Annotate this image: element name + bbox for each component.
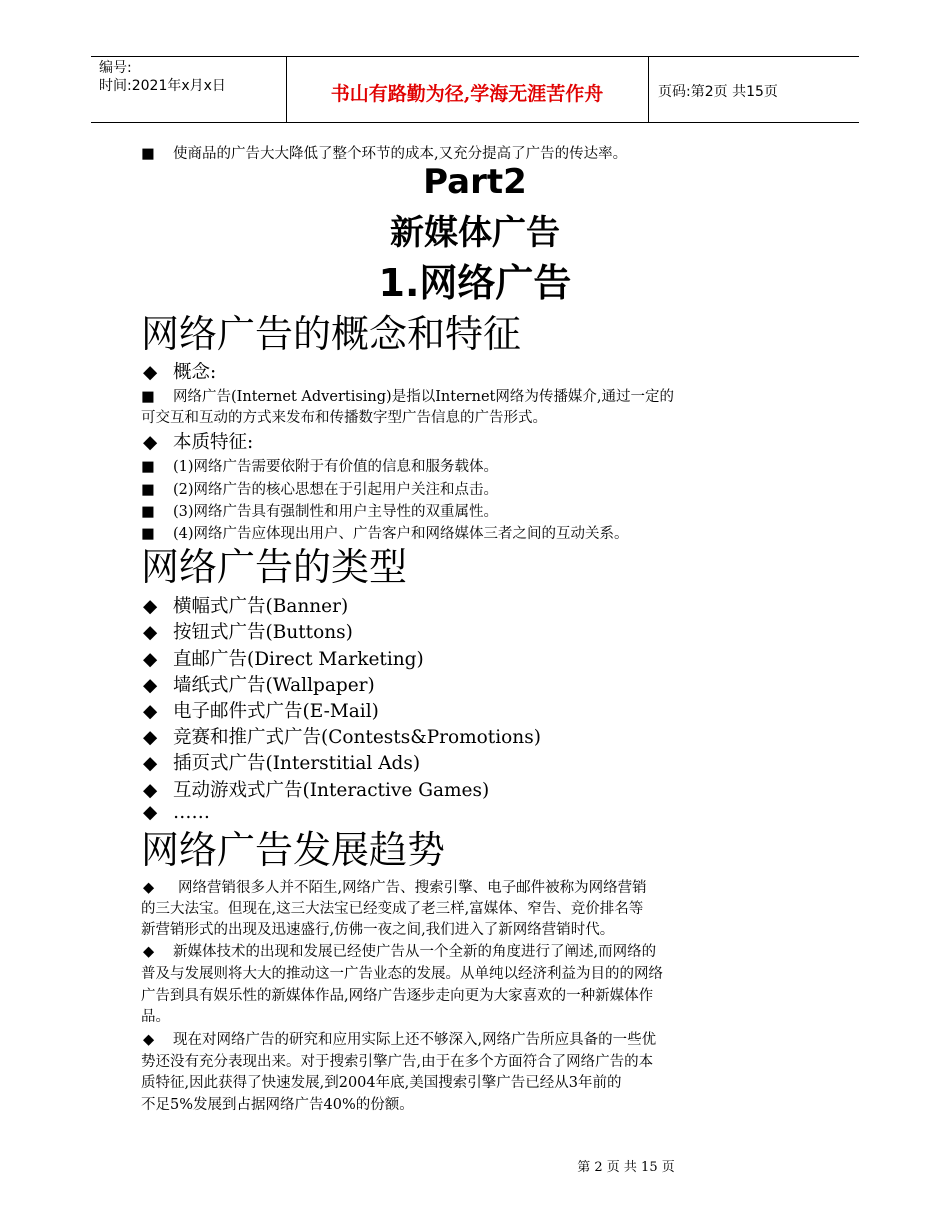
type-text: 竞赛和推广式广告(Contests&Promotions) [173,727,541,748]
type-item [143,645,424,671]
type-item [143,802,210,823]
diamond-bullet-icon: ◆ [143,701,158,722]
trend-text: 新媒体技术的出现和发展已经使广告从一个全新的角度进行了阐述,而网络的 [173,944,657,960]
page-header [91,56,859,123]
type-item [143,749,420,775]
trend-text: 势还没有充分表现出来。对于搜索引擎广告,由于在多个方面符合了网络广告的本 [141,1054,654,1070]
feature-label-text: 本质特征: [173,432,254,453]
header-meta [99,59,226,95]
feature-item [141,478,498,499]
diamond-bullet-icon: ◆ [143,753,158,774]
diamond-bullet-icon: ◆ [143,802,158,823]
trend-text: 品。 [141,1009,170,1025]
part-title: Part2 [423,162,527,202]
square-bullet-icon: ■ [141,482,155,498]
header-divider [648,57,649,122]
type-text: 直邮广告(Direct Marketing) [173,649,424,670]
type-item [143,723,541,749]
feature-text: (1)网络广告需要依附于有价值的信息和服务载体。 [173,459,499,475]
page-footer: 第 2 页 共 15 页 [577,1160,675,1175]
time-label: 时间:2021年x月x日 [99,78,226,94]
type-item [143,776,489,802]
feature-item [141,522,629,543]
diamond-bullet-icon: ◆ [143,880,155,896]
type-text: 互动游戏式广告(Interactive Games) [173,780,490,801]
diamond-bullet-icon: ◆ [143,622,158,643]
trend-text: 普及与发展则将大大的推动这一广告业态的发展。从单纯以经济利益为目的的网络 [141,966,663,982]
diamond-bullet-icon: ◆ [143,432,158,453]
diamond-bullet-icon: ◆ [143,944,155,960]
intro-text: 使商品的广告大大降低了整个环节的成本,又充分提高了广告的传达率。 [173,146,628,162]
diamond-bullet-icon: ◆ [143,596,158,617]
diamond-bullet-icon: ◆ [143,780,158,801]
header-motto: 书山有路勤为径,学海无涯苦作舟 [330,83,604,105]
trend-text: 质特征,因此获得了快速发展,到2004年底,美国搜索引擎广告已经从3年前的 [141,1075,622,1091]
square-bullet-icon: ■ [141,459,155,475]
feature-text: (3)网络广告具有强制性和用户主导性的双重属性。 [173,504,499,520]
type-text: 横幅式广告(Banner) [173,596,349,617]
trend-text: 不足5%发展到占据网络广告40%的份额。 [141,1097,414,1113]
type-text: 墙纸式广告(Wallpaper) [173,675,375,696]
type-item [143,697,379,723]
trend-paragraph-1 [143,876,647,897]
type-text: 插页式广告(Interstitial Ads) [173,753,421,774]
feature-text: (2)网络广告的核心思想在于引起用户关注和点击。 [173,482,499,498]
trend-paragraph-2 [143,940,656,961]
trend-paragraph-3 [143,1028,656,1049]
trend-text: 新营销形式的出现及迅速盛行,仿佛一夜之间,我们进入了新网络营销时代。 [141,922,615,938]
type-item [143,671,375,697]
concept-text-line: 可交互和互动的方式来发布和传播数字型广告信息的广告形式。 [141,410,547,426]
square-bullet-icon: ■ [141,504,155,520]
diamond-bullet-icon: ◆ [143,727,158,748]
subsection-title: 1.网络广告 [378,261,572,305]
concept-label [143,358,216,384]
trend-text: 广告到具有娱乐性的新媒体作品,网络广告逐步走向更为大家喜欢的一种新媒体作 [141,988,654,1004]
type-text: 按钮式广告(Buttons) [173,622,353,643]
square-bullet-icon: ■ [141,389,155,405]
trend-text: 的三大法宝。但现在,这三大法宝已经变成了老三样,富媒体、窄告、竞价排名等 [141,901,644,917]
trend-text: 网络营销很多人并不陌生,网络广告、搜索引擎、电子邮件被称为网络营销 [178,880,647,896]
type-item [143,618,353,644]
concept-label-text: 概念: [173,362,217,383]
section-title: 新媒体广告 [390,213,560,253]
diamond-bullet-icon: ◆ [143,1032,155,1048]
concept-text: 网络广告(Internet Advertising)是指以Internet网络为传播媒介,通过一定的 [173,389,674,405]
type-text: 电子邮件式广告(E-Mail) [173,701,379,722]
feature-item [141,500,498,521]
types-heading: 网络广告的类型 [141,545,408,589]
feature-item [141,455,498,476]
type-item [143,592,348,618]
type-text: …… [173,802,210,823]
header-page-info: 页码:第2页 共15页 [658,84,778,100]
feature-text: (4)网络广告应体现出用户、广告客户和网络媒体三者之间的互动关系。 [173,526,629,542]
diamond-bullet-icon: ◆ [143,649,158,670]
concept-text-line [141,385,674,406]
diamond-bullet-icon: ◆ [143,362,158,383]
trend-heading: 网络广告发展趋势 [141,828,446,872]
square-bullet-icon: ■ [141,526,155,542]
trend-text: 现在对网络广告的研究和应用实际上还不够深入,网络广告所应具备的一些优 [173,1032,657,1048]
concept-heading: 网络广告的概念和特征 [141,312,522,356]
feature-label [143,428,253,454]
diamond-bullet-icon: ◆ [143,675,158,696]
number-label: 编号: [99,60,132,76]
square-bullet-icon: ■ [141,146,155,162]
